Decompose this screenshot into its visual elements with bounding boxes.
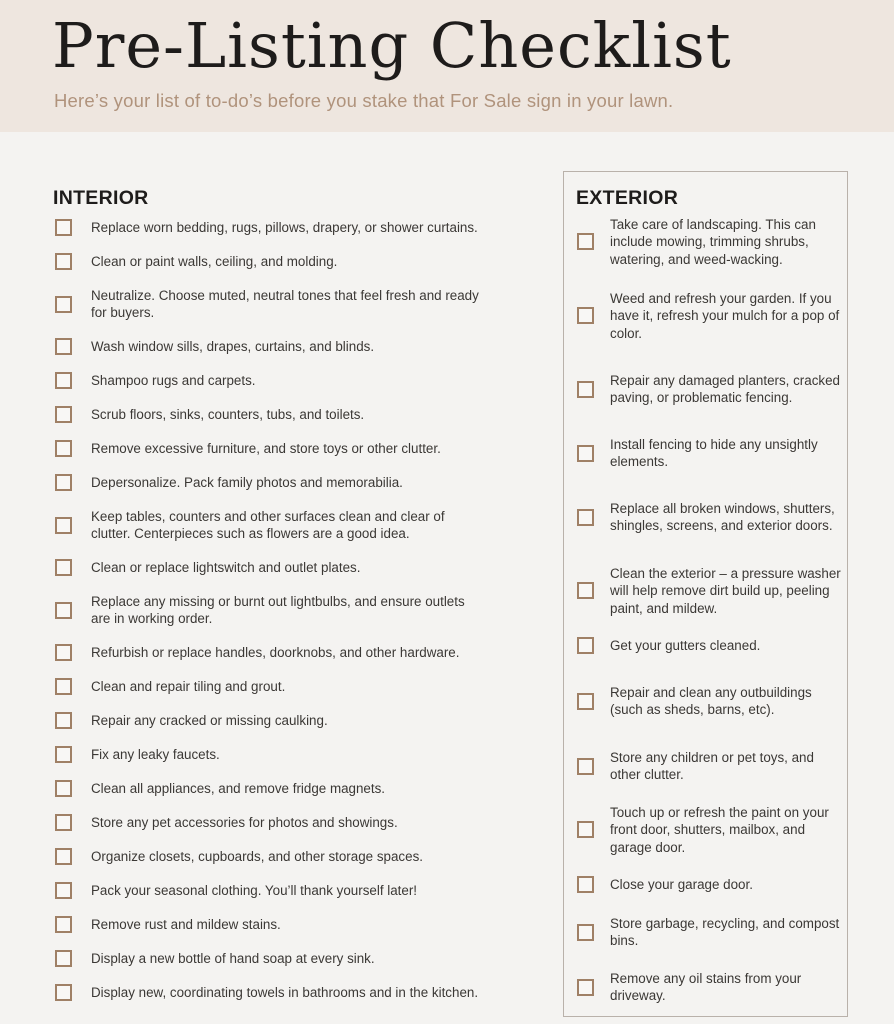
interior-checklist-item <box>55 746 555 764</box>
interior-item-label: Organize closets, cupboards, and other storage spaces. <box>91 849 423 864</box>
interior-item-label: Replace worn bedding, rugs, pillows, drapery, or shower curtains. <box>91 220 478 235</box>
interior-item-label: Clean or paint walls, ceiling, and molding. <box>91 254 338 269</box>
exterior-checklist-item <box>577 637 842 655</box>
interior-checklist-item <box>55 253 555 271</box>
checkbox[interactable] <box>55 602 72 619</box>
exterior-checklist-item <box>577 915 842 950</box>
exterior-checklist-item <box>577 500 842 535</box>
interior-item-label: Remove rust and mildew stains. <box>91 917 281 932</box>
checkbox[interactable] <box>55 559 72 576</box>
exterior-checklist-item <box>577 749 842 784</box>
interior-item-label: Scrub floors, sinks, counters, tubs, and toilets. <box>91 407 365 422</box>
interior-item-label: Clean or replace lightswitch and outlet plates. <box>91 560 361 575</box>
interior-item-label: Repair any cracked or missing caulking. <box>91 713 328 728</box>
checkbox[interactable] <box>55 780 72 797</box>
checkbox[interactable] <box>577 582 594 599</box>
exterior-item-label: Repair and clean any outbuildings (such as sheds, barns, etc). <box>610 684 812 717</box>
interior-checklist-item <box>55 372 555 390</box>
exterior-checklist-item <box>577 290 842 343</box>
interior-item-label: Wash window sills, drapes, curtains, and blinds. <box>91 339 375 354</box>
checkbox[interactable] <box>55 882 72 899</box>
interior-checklist-item <box>55 712 555 730</box>
checkbox[interactable] <box>55 372 72 389</box>
checkbox[interactable] <box>577 445 594 462</box>
exterior-checklist-item <box>577 436 842 471</box>
checkbox[interactable] <box>55 746 72 763</box>
interior-heading: INTERIOR <box>53 187 149 209</box>
checkbox[interactable] <box>577 758 594 775</box>
checkbox[interactable] <box>577 924 594 941</box>
checkbox[interactable] <box>577 979 594 996</box>
interior-item-label: Refurbish or replace handles, doorknobs, and other hardware. <box>91 645 460 660</box>
interior-item-label: Depersonalize. Pack family photos and memorabilia. <box>91 475 403 490</box>
interior-checklist-item <box>55 219 555 237</box>
interior-checklist-item <box>55 984 555 1002</box>
interior-item-label: Keep tables, counters and other surfaces clean and clear of clutter. Centerpieces such as flowers are a good idea. <box>91 508 445 541</box>
exterior-heading: EXTERIOR <box>576 187 679 209</box>
exterior-checklist-item <box>577 684 842 719</box>
checkbox[interactable] <box>55 814 72 831</box>
exterior-checklist-item <box>577 970 842 1005</box>
exterior-item-label: Install fencing to hide any unsightly elements. <box>610 436 818 469</box>
checkbox[interactable] <box>55 338 72 355</box>
interior-item-label: Store any pet accessories for photos and showings. <box>91 815 398 830</box>
exterior-item-label: Weed and refresh your garden. If you have it, refresh your mulch for a pop of color. <box>610 290 840 341</box>
exterior-item-label: Get your gutters cleaned. <box>610 638 761 653</box>
page-title: Pre-Listing Checklist <box>52 9 732 82</box>
interior-checklist-item <box>55 474 555 492</box>
checkbox[interactable] <box>55 406 72 423</box>
interior-checklist-item <box>55 406 555 424</box>
checkbox[interactable] <box>55 678 72 695</box>
interior-checklist-item <box>55 950 555 968</box>
interior-checklist-item <box>55 440 555 458</box>
interior-checklist-item <box>55 559 555 577</box>
exterior-checklist-item <box>577 372 842 407</box>
exterior-checklist-item <box>577 876 842 894</box>
exterior-item-label: Store garbage, recycling, and compost bins. <box>610 915 840 948</box>
checkbox[interactable] <box>55 253 72 270</box>
exterior-item-label: Repair any damaged planters, cracked paving, or problematic fencing. <box>610 372 841 405</box>
exterior-item-label: Take care of landscaping. This can include mowing, trimming shrubs, watering, and weed-wacking. <box>610 216 816 267</box>
checkbox[interactable] <box>577 509 594 526</box>
exterior-checklist-item <box>577 565 842 618</box>
interior-checklist-item <box>55 848 555 866</box>
interior-checklist-item <box>55 644 555 662</box>
interior-checklist-item <box>55 678 555 696</box>
exterior-item-label: Close your garage door. <box>610 877 753 892</box>
checkbox[interactable] <box>55 474 72 491</box>
header-band <box>0 0 894 132</box>
interior-checklist-item <box>55 508 555 543</box>
checkbox[interactable] <box>577 381 594 398</box>
interior-item-label: Remove excessive furniture, and store toys or other clutter. <box>91 441 441 456</box>
exterior-item-label: Clean the exterior – a pressure washer will help remove dirt build up, peeling paint, and mildew. <box>610 565 841 616</box>
interior-item-label: Shampoo rugs and carpets. <box>91 373 256 388</box>
checkbox[interactable] <box>55 296 72 313</box>
checkbox[interactable] <box>55 440 72 457</box>
interior-item-label: Display new, coordinating towels in bathrooms and in the kitchen. <box>91 985 479 1000</box>
checkbox[interactable] <box>577 637 594 654</box>
checkbox[interactable] <box>577 307 594 324</box>
exterior-item-label: Store any children or pet toys, and other clutter. <box>610 749 814 782</box>
interior-checklist-item <box>55 882 555 900</box>
interior-checklist-item <box>55 814 555 832</box>
checkbox[interactable] <box>55 848 72 865</box>
exterior-checklist-item <box>577 804 842 857</box>
exterior-item-label: Touch up or refresh the paint on your front door, shutters, mailbox, and garage door. <box>610 804 829 855</box>
interior-checklist-item <box>55 338 555 356</box>
checkbox[interactable] <box>55 916 72 933</box>
interior-item-label: Clean and repair tiling and grout. <box>91 679 286 694</box>
interior-item-label: Fix any leaky faucets. <box>91 747 220 762</box>
checkbox[interactable] <box>55 219 72 236</box>
checkbox[interactable] <box>55 712 72 729</box>
checkbox[interactable] <box>577 821 594 838</box>
exterior-checklist-item <box>577 216 842 269</box>
interior-checklist-item <box>55 916 555 934</box>
checkbox[interactable] <box>55 950 72 967</box>
interior-item-label: Neutralize. Choose muted, neutral tones that feel fresh and ready for buyers. <box>91 287 479 320</box>
interior-checklist-item <box>55 780 555 798</box>
interior-item-label: Display a new bottle of hand soap at every sink. <box>91 951 375 966</box>
checkbox[interactable] <box>55 644 72 661</box>
page-subtitle: Here’s your list of to-do’s before you stake that For Sale sign in your lawn. <box>54 90 674 111</box>
interior-checklist-item <box>55 287 555 322</box>
interior-item-label: Replace any missing or burnt out lightbulbs, and ensure outlets are in working order. <box>91 593 465 626</box>
exterior-item-label: Remove any oil stains from your driveway. <box>610 970 802 1003</box>
checkbox[interactable] <box>55 984 72 1001</box>
interior-checklist-item <box>55 593 555 628</box>
checkbox[interactable] <box>577 876 594 893</box>
checkbox[interactable] <box>55 517 72 534</box>
checkbox[interactable] <box>577 693 594 710</box>
interior-item-label: Pack your seasonal clothing. You’ll thank yourself later! <box>91 883 418 898</box>
checkbox[interactable] <box>577 233 594 250</box>
interior-item-label: Clean all appliances, and remove fridge magnets. <box>91 781 386 796</box>
exterior-item-label: Replace all broken windows, shutters, shingles, screens, and exterior doors. <box>610 500 835 533</box>
